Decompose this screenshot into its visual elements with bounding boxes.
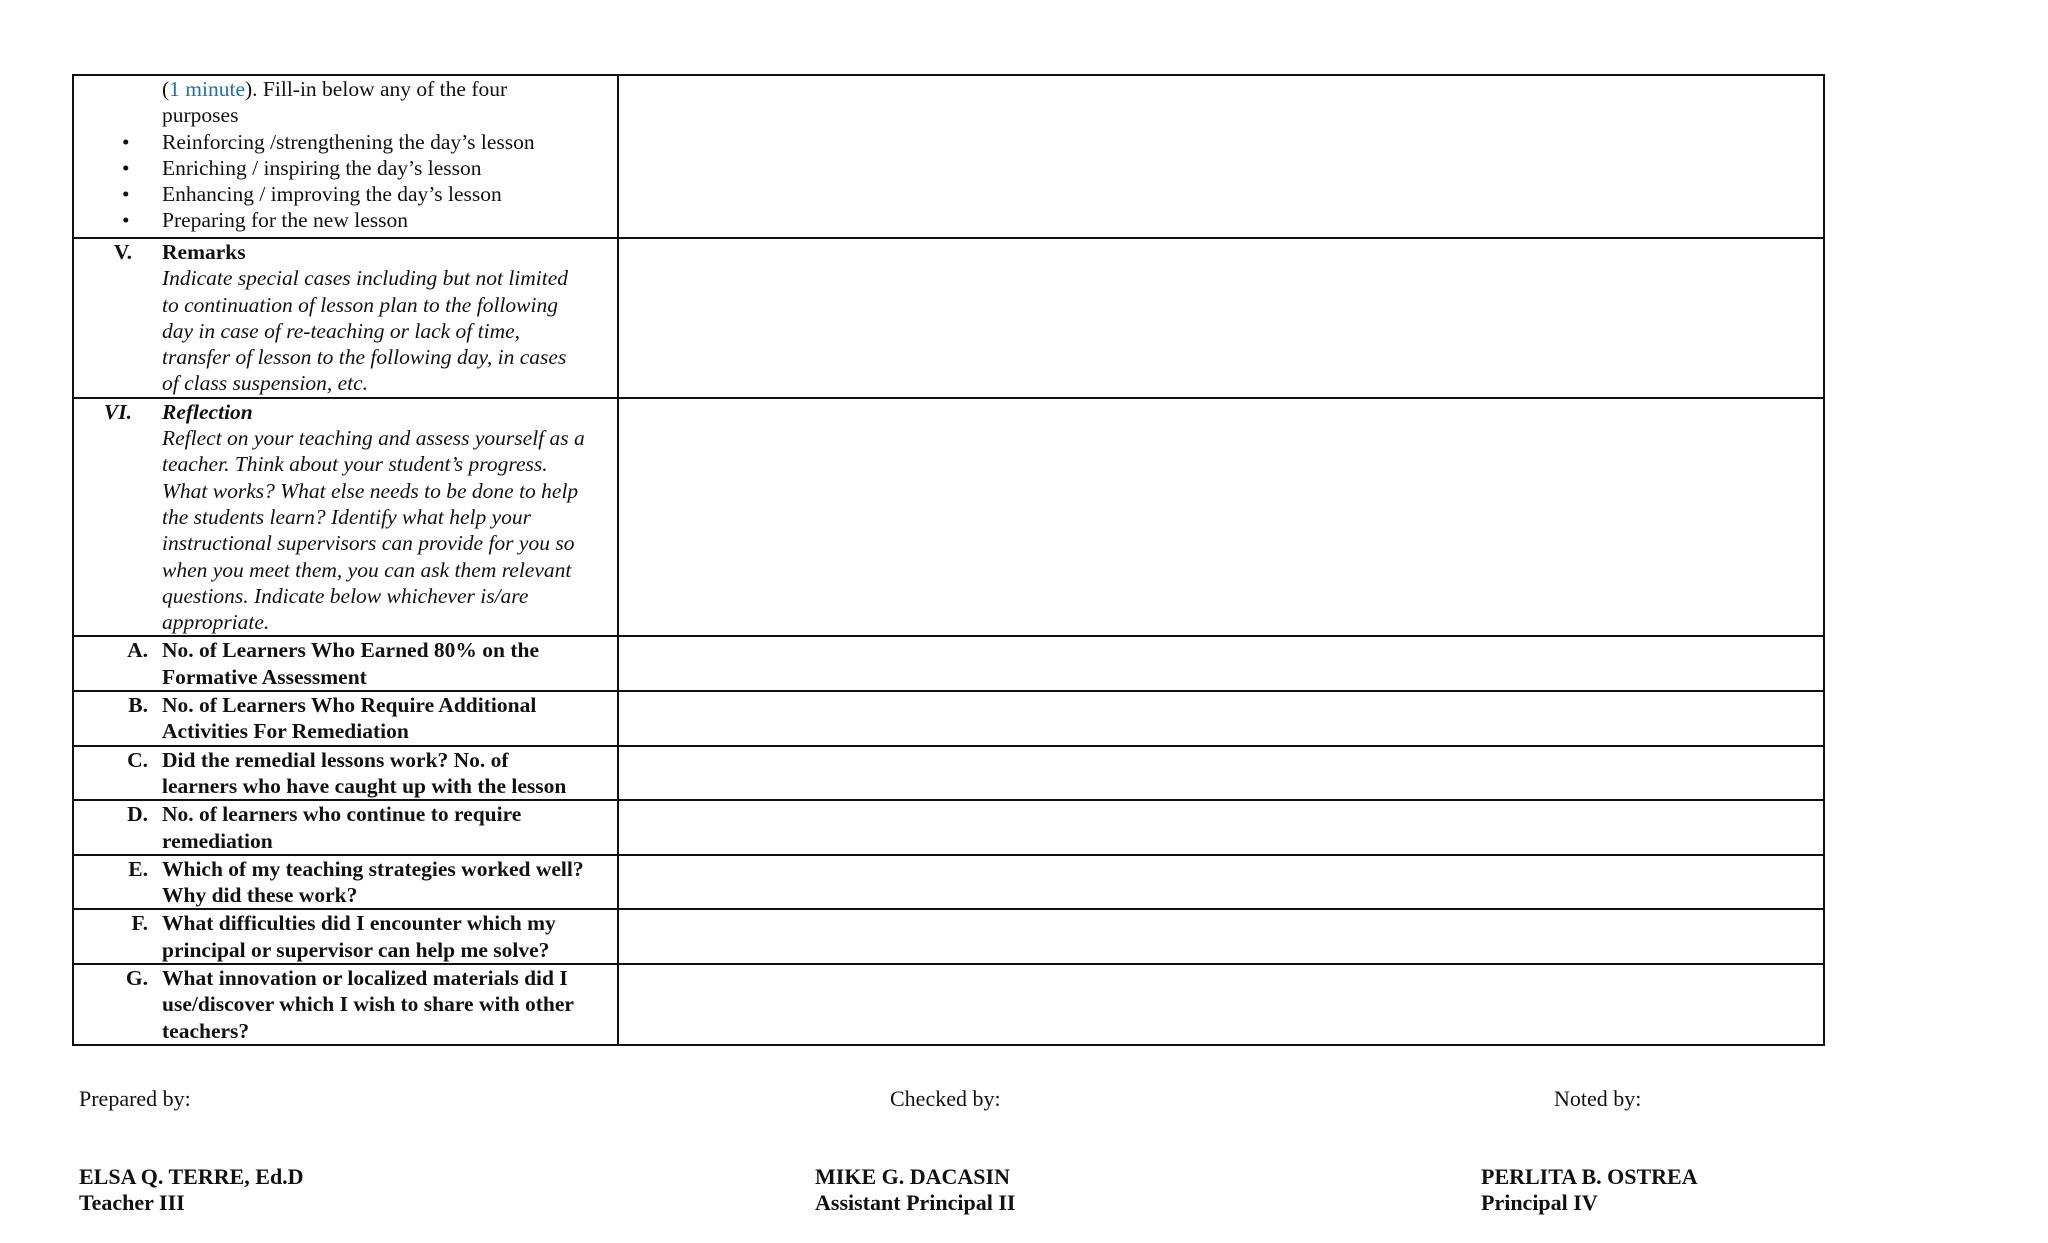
table-row	[73, 855, 1824, 910]
bullet-icon: •	[122, 208, 130, 233]
bullet-icon: •	[122, 182, 130, 207]
table-row	[73, 636, 1824, 691]
list-item: • Enhancing / improving the day’s lesson	[122, 182, 502, 207]
answer-cell[interactable]	[618, 636, 1824, 691]
checked-by-block	[890, 1086, 1001, 1112]
section-number: V.	[113, 240, 132, 264]
signatory-position: Teacher III	[79, 1190, 185, 1215]
question-cell: D. No. of learners who continue to require remediation	[73, 800, 618, 855]
table-row	[73, 238, 1824, 398]
time-link[interactable]: 1 minute	[169, 77, 246, 101]
table-row	[73, 398, 1824, 637]
signatory-name: ELSA Q. TERRE, Ed.D	[79, 1164, 304, 1189]
question-cell: C. Did the remedial lessons work? No. of learners who have caught up with the lesson	[73, 746, 618, 801]
answer-cell[interactable]	[618, 238, 1824, 398]
signatory-position: Assistant Principal II	[815, 1190, 1016, 1215]
prepared-by-label: Prepared by:	[79, 1086, 191, 1111]
remarks-cell: V. Remarks Indicate special cases including but not limited to continuation of lesson plan to the following day in case of re-teaching or lack of time, transfer of lesson to the following day, in cases of class suspension, etc.	[73, 238, 618, 398]
lesson-log-table	[72, 74, 1825, 1046]
list-item: • Preparing for the new lesson	[122, 208, 408, 233]
answer-cell[interactable]	[618, 964, 1824, 1045]
question-cell: B. No. of Learners Who Require Additional Activities For Remediation	[73, 691, 618, 746]
prepared-by-block	[79, 1086, 191, 1112]
table-row	[73, 746, 1824, 801]
answer-cell[interactable]	[618, 800, 1824, 855]
answer-cell[interactable]	[618, 691, 1824, 746]
answer-cell[interactable]	[618, 855, 1824, 910]
table-row	[73, 800, 1824, 855]
answer-cell[interactable]	[618, 398, 1824, 637]
purpose-list	[74, 129, 617, 234]
section-iv-intro-line2: purposes	[162, 103, 239, 128]
question-cell: F. What difficulties did I encounter which my principal or supervisor can help me solve?	[73, 909, 618, 964]
answer-cell[interactable]	[618, 75, 1824, 238]
checked-by-label: Checked by:	[890, 1086, 1001, 1111]
table-row	[73, 75, 1824, 238]
signatory-position: Principal IV	[1481, 1190, 1598, 1215]
section-number: VI.	[103, 399, 132, 424]
signatory-name: MIKE G. DACASIN	[815, 1164, 1010, 1189]
bullet-icon: •	[122, 155, 130, 180]
section-iv-intro: (1 minute). Fill-in below any of the four	[162, 77, 508, 101]
question-cell: E. Which of my teaching strategies worked well? Why did these work?	[73, 855, 618, 910]
list-item: • Reinforcing /strengthening the day’s lesson	[122, 129, 535, 154]
table-row	[73, 691, 1824, 746]
noted-by-label: Noted by:	[1554, 1086, 1642, 1111]
question-cell: G. What innovation or localized materials did I use/discover which I wish to share with other teachers?	[73, 964, 618, 1045]
section-iv-cell	[73, 75, 618, 238]
noted-by-signatory	[1481, 1164, 1698, 1216]
noted-by-block	[1554, 1086, 1641, 1112]
signatory-name: PERLITA B. OSTREA	[1481, 1164, 1698, 1189]
prepared-by-signatory	[79, 1164, 304, 1216]
section-title: Remarks	[162, 240, 246, 264]
bullet-icon: •	[122, 129, 130, 154]
answer-cell[interactable]	[618, 909, 1824, 964]
checked-by-signatory	[815, 1164, 1015, 1216]
reflection-cell: VI. Reflection Reflect on your teaching and assess yourself as a teacher. Think about your student’s progress. What works? What else needs to be done to help the students learn? Identify what help your instructional supervisors can provide for you so when you meet them, you can ask them relevant questions. Indicate below whichever is/are appropriate.	[73, 398, 618, 637]
list-item: • Enriching / inspiring the day’s lesson	[122, 155, 482, 180]
answer-cell[interactable]	[618, 746, 1824, 801]
question-cell: A. No. of Learners Who Earned 80% on the Formative Assessment	[73, 636, 618, 691]
table-row	[73, 909, 1824, 964]
table-row	[73, 964, 1824, 1045]
section-title: Reflection	[162, 399, 253, 424]
